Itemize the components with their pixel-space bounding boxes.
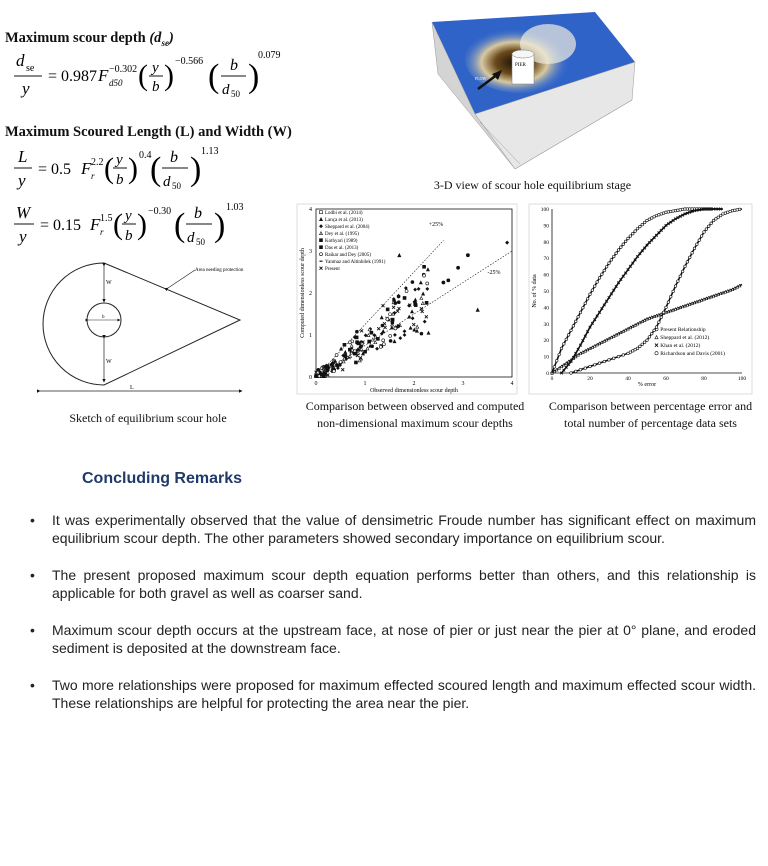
data-point [601, 273, 604, 276]
data-point [426, 282, 429, 285]
svg-text:(: ( [104, 152, 114, 185]
data-point [447, 279, 450, 282]
svg-text:): ) [164, 59, 174, 92]
error-chart-caption: Comparison between percentage error and total number of percentage data sets [548, 399, 753, 430]
data-point [589, 293, 592, 296]
bullet-icon: • [30, 622, 35, 638]
data-point [643, 341, 646, 344]
data-point [343, 343, 346, 346]
data-point [326, 365, 329, 368]
y-tick-label: 0 [309, 375, 312, 381]
data-point [624, 240, 627, 243]
svg-text:= 0.987: = 0.987 [48, 68, 98, 85]
svg-text:1.13: 1.13 [201, 146, 219, 157]
data-point [391, 321, 394, 324]
data-point [696, 243, 699, 246]
data-point [389, 313, 392, 316]
x-tick-label: 0 [550, 376, 554, 382]
data-point [612, 255, 615, 258]
svg-text:= 0.15: = 0.15 [40, 217, 82, 234]
data-point [667, 301, 670, 304]
data-point [405, 290, 408, 293]
data-point [643, 221, 646, 224]
svg-text:−0.566: −0.566 [175, 56, 204, 67]
svg-text:y: y [22, 79, 30, 98]
data-point [584, 367, 587, 370]
legend-entry: Sheppard et al. (2004) [325, 225, 370, 230]
data-point [572, 325, 575, 328]
scour-depth-heading: Maximum scour depth $(d_{se})$ [5, 30, 174, 48]
data-point [715, 218, 718, 221]
svg-text:): ) [214, 207, 226, 244]
svg-text:y: y [152, 60, 159, 76]
legend-marker [320, 253, 323, 256]
data-point [466, 254, 469, 257]
data-point [348, 348, 351, 351]
scour-hole-outline [43, 263, 240, 385]
svg-text:(: ( [138, 59, 148, 92]
data-point [662, 311, 665, 314]
svg-text:): ) [137, 208, 147, 241]
list-item: • Maximum scour depth occurs at the upstream face, at nose of pier or just near the pier at 0° plane, and eroded sediment is deposited at the downstream face. [30, 622, 756, 656]
data-point [582, 307, 585, 310]
svg-text:L: L [18, 147, 28, 166]
svg-text:d50: d50 [109, 78, 123, 88]
data-point [335, 353, 338, 356]
percentage-error-chart [528, 203, 753, 395]
bullet-icon: • [30, 567, 35, 583]
y-tick-label: 100 [540, 207, 549, 213]
data-point [348, 341, 351, 344]
svg-text:−0.30: −0.30 [148, 206, 172, 217]
data-point [653, 329, 656, 332]
scour-3d-view [420, 4, 645, 174]
legend-entry: Present [325, 267, 340, 272]
annotation-minus-25: -25% [487, 270, 501, 277]
svg-text:(: ( [208, 58, 220, 95]
svg-text:F: F [90, 215, 101, 234]
data-point [631, 232, 634, 235]
svg-text:se: se [26, 63, 35, 74]
svg-text:0.4: 0.4 [139, 150, 152, 161]
data-point [332, 370, 335, 373]
area-label: Area needing protection [195, 268, 244, 273]
data-point [646, 339, 649, 342]
svg-text:r: r [100, 227, 104, 237]
data-point [658, 321, 661, 324]
data-point [622, 243, 625, 246]
data-point [691, 252, 694, 255]
data-point [354, 336, 357, 339]
svg-text:(: ( [150, 151, 162, 188]
pier-label: PIER [515, 63, 526, 68]
data-point [648, 336, 651, 339]
svg-text:d: d [163, 174, 171, 190]
data-point [672, 290, 675, 293]
svg-text:= 0.5: = 0.5 [38, 161, 72, 178]
legend-entry: Richardson and Davis (2001) [660, 351, 725, 357]
data-point [617, 355, 620, 358]
data-point [397, 325, 400, 328]
data-point [394, 302, 397, 305]
y-axis-label: No. of % data [532, 274, 538, 308]
data-point [608, 262, 611, 265]
data-point [639, 225, 642, 228]
scatter-caption: Comparison between observed and computed non-dimensional maximum scour depths [305, 399, 525, 430]
svg-text:y: y [19, 227, 27, 246]
data-point [397, 301, 400, 304]
svg-text:W: W [16, 203, 31, 222]
y-tick-label: 20 [543, 338, 549, 345]
legend-marker [655, 352, 658, 355]
data-point [579, 368, 582, 371]
svg-text:b: b [116, 172, 124, 188]
length-label: L [130, 385, 134, 391]
data-point [586, 297, 589, 300]
x-tick-label: 80 [701, 376, 707, 382]
y-tick-label: 40 [543, 305, 549, 312]
data-point [677, 280, 680, 283]
data-point [615, 252, 618, 255]
data-point [574, 320, 577, 323]
data-point [717, 216, 720, 219]
x-tick-label: 4 [510, 381, 514, 387]
svg-text:0.079: 0.079 [258, 50, 281, 61]
list-item: • Two more relationships were proposed for maximum effected scoured length and maximum effected scour width. These relationships are helpful for protecting the area near the pier. [30, 677, 756, 711]
data-point [681, 270, 684, 273]
width-label-bottom: W [106, 359, 112, 365]
view3d-caption: 3-D view of scour hole equilibrium stage [433, 178, 632, 192]
data-point [665, 306, 668, 309]
data-point [584, 302, 587, 305]
legend-entry: Dey et al. (1995) [325, 232, 359, 237]
data-point [315, 374, 318, 377]
data-point [620, 246, 623, 249]
data-point [403, 296, 406, 299]
equation-scoured-width [8, 198, 268, 254]
data-point [457, 266, 460, 269]
legend-marker [320, 239, 323, 242]
svg-text:): ) [190, 151, 202, 188]
data-point [423, 274, 426, 277]
data-point [382, 339, 385, 342]
data-point [389, 334, 392, 337]
svg-text:y: y [116, 152, 123, 168]
data-point [603, 269, 606, 272]
data-point [641, 343, 644, 346]
data-point [563, 343, 566, 346]
svg-text:d: d [222, 82, 230, 98]
data-point [570, 329, 573, 332]
data-point [558, 353, 561, 356]
sketch-caption: Sketch of equilibrium scour hole [69, 411, 227, 425]
data-point [719, 214, 722, 217]
data-point [693, 247, 696, 250]
legend-entry: Lodhi et al. (2014) [325, 211, 363, 216]
annotation-plus-25: +25% [428, 221, 444, 228]
data-point [355, 330, 358, 333]
svg-text:(: ( [174, 207, 186, 244]
data-point [700, 235, 703, 238]
svg-text:y: y [125, 208, 132, 224]
svg-text:50: 50 [172, 181, 181, 191]
data-point [364, 350, 367, 353]
data-point [596, 281, 599, 284]
data-point [610, 259, 613, 262]
data-point [339, 360, 342, 363]
data-point [669, 295, 672, 298]
data-point [655, 326, 658, 329]
data-point [617, 249, 620, 252]
data-point [636, 347, 639, 350]
data-point [382, 343, 385, 346]
x-tick-label: 3 [461, 381, 465, 387]
data-point [593, 285, 596, 288]
svg-text:F: F [81, 159, 92, 178]
y-tick-label: 50 [543, 289, 549, 295]
data-point [567, 334, 570, 337]
data-point [605, 266, 608, 269]
y-tick-label: 80 [543, 239, 549, 246]
svg-text:): ) [128, 152, 138, 185]
data-point [391, 318, 394, 321]
x-axis-label: % error [637, 382, 657, 388]
bullet-icon: • [30, 677, 35, 693]
svg-text:50: 50 [231, 89, 240, 99]
data-point [555, 359, 558, 362]
data-point [386, 308, 389, 311]
data-point [686, 261, 689, 264]
legend-marker [320, 211, 323, 214]
data-point [598, 277, 601, 280]
svg-text:r: r [91, 171, 95, 181]
svg-text:1.03: 1.03 [226, 202, 244, 213]
svg-text:b: b [170, 149, 178, 166]
data-point [354, 361, 357, 364]
svg-text:y: y [18, 171, 26, 190]
y-tick-label: 4 [309, 207, 312, 213]
data-point [420, 332, 423, 335]
scoured-length-width-heading: Maximum Scoured Length (L) and Width (W) [5, 124, 292, 140]
svg-text:b: b [152, 79, 160, 95]
data-point [738, 208, 741, 211]
data-point [698, 239, 701, 242]
y-tick-label: 0 [546, 371, 549, 377]
data-point [344, 354, 347, 357]
data-point [634, 230, 637, 233]
data-point [574, 370, 577, 373]
data-point [389, 339, 392, 342]
list-item: • It was experimentally observed that the value of densimetric Froude number has significant effect on maximum equilibrium scour depth. The other parameters showed secondary importance on equilibrium scour. [30, 512, 756, 546]
data-point [712, 219, 715, 222]
data-point [379, 345, 382, 348]
x-tick-label: 0 [314, 381, 318, 387]
data-point [570, 372, 573, 375]
pier-cylinder [512, 54, 534, 84]
data-point [598, 362, 601, 365]
data-point [674, 285, 677, 288]
svg-text:d: d [16, 51, 25, 70]
data-point [381, 324, 384, 327]
data-point [442, 281, 445, 284]
data-point [336, 364, 339, 367]
y-tick-label: 10 [543, 354, 549, 361]
y-tick-label: 90 [543, 223, 549, 230]
data-point [705, 228, 708, 231]
svg-text:b: b [194, 205, 202, 222]
legend-entry: Yanmaz and Altinbilek (1991) [325, 260, 386, 265]
width-label-top: W [106, 280, 112, 286]
data-point [710, 222, 713, 225]
y-tick-label: 70 [543, 256, 549, 263]
data-point [608, 359, 611, 362]
x-tick-label: 20 [587, 376, 593, 382]
data-point [577, 316, 580, 319]
y-tick-label: 1 [309, 333, 312, 339]
y-tick-label: 2 [309, 291, 312, 297]
svg-text:−0.302: −0.302 [109, 64, 138, 75]
data-point [591, 289, 594, 292]
data-point [376, 337, 379, 340]
scour-depth-scatter-chart [296, 203, 518, 395]
data-point [612, 357, 615, 360]
equation-scour-depth [8, 44, 308, 104]
data-point [622, 354, 625, 357]
data-point [423, 265, 426, 268]
x-tick-label: 100 [737, 376, 747, 382]
data-point [627, 237, 630, 240]
y-tick-label: 60 [543, 272, 549, 279]
data-point [560, 347, 563, 350]
data-point [553, 366, 556, 369]
x-tick-label: 2 [412, 381, 416, 387]
data-point [688, 256, 691, 259]
scour-hole-sketch [20, 258, 270, 398]
data-point [357, 342, 360, 345]
data-point [368, 340, 371, 343]
legend-entry: Sheppard et al. (2012) [660, 335, 710, 341]
legend-entry: Das et al. (2013) [325, 246, 359, 251]
data-point [603, 360, 606, 363]
data-point [639, 345, 642, 348]
svg-text:50: 50 [196, 237, 205, 247]
y-axis-label: Computed dimensionless scour depth [300, 248, 306, 338]
data-point [707, 225, 710, 228]
data-point [386, 318, 389, 321]
data-point [703, 231, 706, 234]
data-point [326, 369, 329, 372]
data-point [641, 223, 644, 226]
data-point [684, 265, 687, 268]
x-tick-label: 40 [625, 376, 631, 382]
svg-text:2.2: 2.2 [91, 157, 104, 168]
data-point [660, 316, 663, 319]
legend-entry: Raikar and Dey (2005) [325, 253, 371, 258]
y-tick-label: 3 [309, 249, 312, 255]
data-point [394, 327, 397, 330]
data-point [565, 338, 568, 341]
data-point [414, 304, 417, 307]
data-point [650, 332, 653, 335]
legend-entry: Kothyari (1989) [325, 239, 358, 244]
list-item: • The present proposed maximum scour depth equation performs better than others, and this relationship is applicable for both gravel as well as coarser sand. [30, 567, 756, 601]
concluding-remarks-title: Concluding Remarks [82, 470, 243, 487]
y-tick-label: 30 [543, 321, 549, 328]
data-point [353, 352, 356, 355]
data-point [636, 227, 639, 230]
legend-marker [320, 246, 323, 249]
concluding-remarks-list [30, 511, 756, 731]
bullet-icon: • [30, 512, 35, 528]
data-point [589, 365, 592, 368]
x-tick-label: 60 [663, 376, 669, 382]
svg-text:b: b [125, 228, 133, 244]
pier-diameter-label: b [102, 315, 105, 320]
data-point [593, 364, 596, 367]
legend-entry: Khan et al. (2012) [660, 343, 701, 349]
data-point [425, 301, 428, 304]
svg-text:d: d [187, 230, 195, 246]
legend-entry: Present Relationship [660, 327, 706, 333]
data-point [397, 295, 400, 298]
data-point [411, 281, 414, 284]
x-axis-label: Observed dimensionless scour depth [370, 388, 458, 394]
x-tick-label: 1 [363, 381, 367, 387]
svg-text:F: F [98, 66, 109, 85]
svg-text:1.5: 1.5 [100, 213, 113, 224]
svg-text:b: b [230, 57, 238, 74]
svg-text:): ) [248, 58, 260, 95]
data-point [629, 235, 632, 238]
data-point [370, 331, 373, 334]
equation-scoured-length [8, 142, 268, 198]
svg-text:(: ( [113, 208, 123, 241]
flow-label: FLOW [475, 76, 487, 81]
data-point [579, 311, 582, 314]
data-point [679, 275, 682, 278]
legend-entry: Lança et al. (2013) [325, 218, 363, 223]
